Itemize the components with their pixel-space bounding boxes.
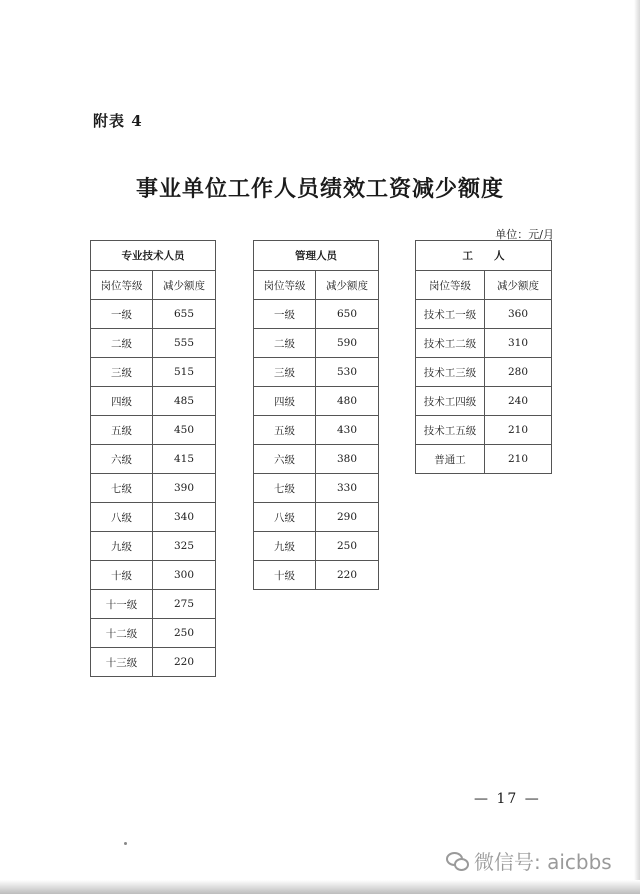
amount-cell: 390 (153, 474, 216, 503)
grade-cell: 十一级 (91, 590, 153, 619)
amount-cell: 480 (316, 387, 379, 416)
table-row (91, 561, 216, 590)
amount-cell: 250 (316, 532, 379, 561)
table-workers (415, 240, 552, 474)
table-row (254, 329, 379, 358)
grade-cell: 七级 (91, 474, 153, 503)
watermark (446, 846, 612, 875)
amount-cell: 515 (153, 358, 216, 387)
grade-cell: 技术工一级 (416, 300, 485, 329)
grade-cell: 八级 (254, 503, 316, 532)
table-row (254, 445, 379, 474)
page-number: — 17 — (474, 791, 541, 807)
grade-cell: 九级 (91, 532, 153, 561)
grade-cell: 五级 (254, 416, 316, 445)
grade-cell: 十级 (91, 561, 153, 590)
grade-cell: 二级 (91, 329, 153, 358)
amount-cell: 240 (485, 387, 552, 416)
table-row (416, 416, 552, 445)
table-row (91, 416, 216, 445)
column-header-grade: 岗位等级 (254, 271, 316, 300)
grade-cell: 技术工五级 (416, 416, 485, 445)
amount-cell: 430 (316, 416, 379, 445)
amount-cell: 290 (316, 503, 379, 532)
amount-cell: 340 (153, 503, 216, 532)
grade-cell: 十二级 (91, 619, 153, 648)
grade-cell: 二级 (254, 329, 316, 358)
amount-cell: 210 (485, 416, 552, 445)
table-row (91, 445, 216, 474)
table-group-header: 专业技术人员 (91, 241, 216, 271)
amount-cell: 555 (153, 329, 216, 358)
table-header-row (254, 271, 379, 300)
table-row (254, 503, 379, 532)
grade-cell: 八级 (91, 503, 153, 532)
grade-cell: 五级 (91, 416, 153, 445)
grade-cell: 技术工三级 (416, 358, 485, 387)
grade-cell: 九级 (254, 532, 316, 561)
amount-cell: 310 (485, 329, 552, 358)
amount-cell: 220 (153, 648, 216, 677)
amount-cell: 300 (153, 561, 216, 590)
grade-cell: 十级 (254, 561, 316, 590)
table-group-header: 管理人员 (254, 241, 379, 271)
page-title: 事业单位工作人员绩效工资减少额度 (135, 176, 504, 202)
table-row (254, 358, 379, 387)
grade-cell: 六级 (91, 445, 153, 474)
column-header-grade: 岗位等级 (91, 271, 153, 300)
amount-cell: 655 (153, 300, 216, 329)
amount-cell: 275 (153, 590, 216, 619)
amount-cell: 250 (153, 619, 216, 648)
table-row (254, 474, 379, 503)
amount-cell: 360 (485, 300, 552, 329)
scan-edge (0, 880, 640, 894)
table-professional-staff (90, 240, 216, 677)
table-row (91, 619, 216, 648)
table-row (91, 300, 216, 329)
table-row (91, 387, 216, 416)
grade-cell: 六级 (254, 445, 316, 474)
watermark-text: 微信号: aicbbs (474, 850, 612, 874)
amount-cell: 280 (485, 358, 552, 387)
amount-cell: 485 (153, 387, 216, 416)
table-row (416, 329, 552, 358)
grade-cell: 四级 (254, 387, 316, 416)
table-row (91, 474, 216, 503)
column-header-amount: 减少额度 (485, 271, 552, 300)
table-group-row (254, 241, 379, 271)
table-header-row (416, 271, 552, 300)
column-header-amount: 减少额度 (316, 271, 379, 300)
appendix-label: 附表 4 (93, 112, 143, 130)
column-header-grade: 岗位等级 (416, 271, 485, 300)
grade-cell: 技术工四级 (416, 387, 485, 416)
column-header-amount: 减少额度 (153, 271, 216, 300)
grade-cell: 普通工 (416, 445, 485, 474)
grade-cell: 一级 (254, 300, 316, 329)
grade-cell: 十三级 (91, 648, 153, 677)
amount-cell: 220 (316, 561, 379, 590)
table-row (254, 561, 379, 590)
table-group-header: 工 人 (416, 241, 552, 271)
amount-cell: 330 (316, 474, 379, 503)
grade-cell: 四级 (91, 387, 153, 416)
amount-cell: 530 (316, 358, 379, 387)
table-header-row (91, 271, 216, 300)
amount-cell: 210 (485, 445, 552, 474)
table-row (416, 358, 552, 387)
table-group-row (91, 241, 216, 271)
table-row (416, 387, 552, 416)
grade-cell: 一级 (91, 300, 153, 329)
table-row (91, 503, 216, 532)
table-row (254, 300, 379, 329)
scan-speck (124, 842, 127, 845)
table-row (254, 387, 379, 416)
table-management-staff (253, 240, 379, 590)
table-row (91, 329, 216, 358)
table-row (416, 300, 552, 329)
table-row (91, 532, 216, 561)
table-row (91, 590, 216, 619)
table-row (91, 358, 216, 387)
scan-edge (634, 0, 640, 894)
grade-cell: 技术工二级 (416, 329, 485, 358)
amount-cell: 415 (153, 445, 216, 474)
table-row (91, 648, 216, 677)
table-group-row (416, 241, 552, 271)
wechat-icon (446, 852, 468, 870)
amount-cell: 450 (153, 416, 216, 445)
table-row (254, 532, 379, 561)
amount-cell: 590 (316, 329, 379, 358)
table-row (416, 445, 552, 474)
amount-cell: 380 (316, 445, 379, 474)
amount-cell: 650 (316, 300, 379, 329)
unit-note: 单位：元/月 (495, 228, 554, 241)
grade-cell: 七级 (254, 474, 316, 503)
grade-cell: 三级 (254, 358, 316, 387)
grade-cell: 三级 (91, 358, 153, 387)
table-row (254, 416, 379, 445)
amount-cell: 325 (153, 532, 216, 561)
